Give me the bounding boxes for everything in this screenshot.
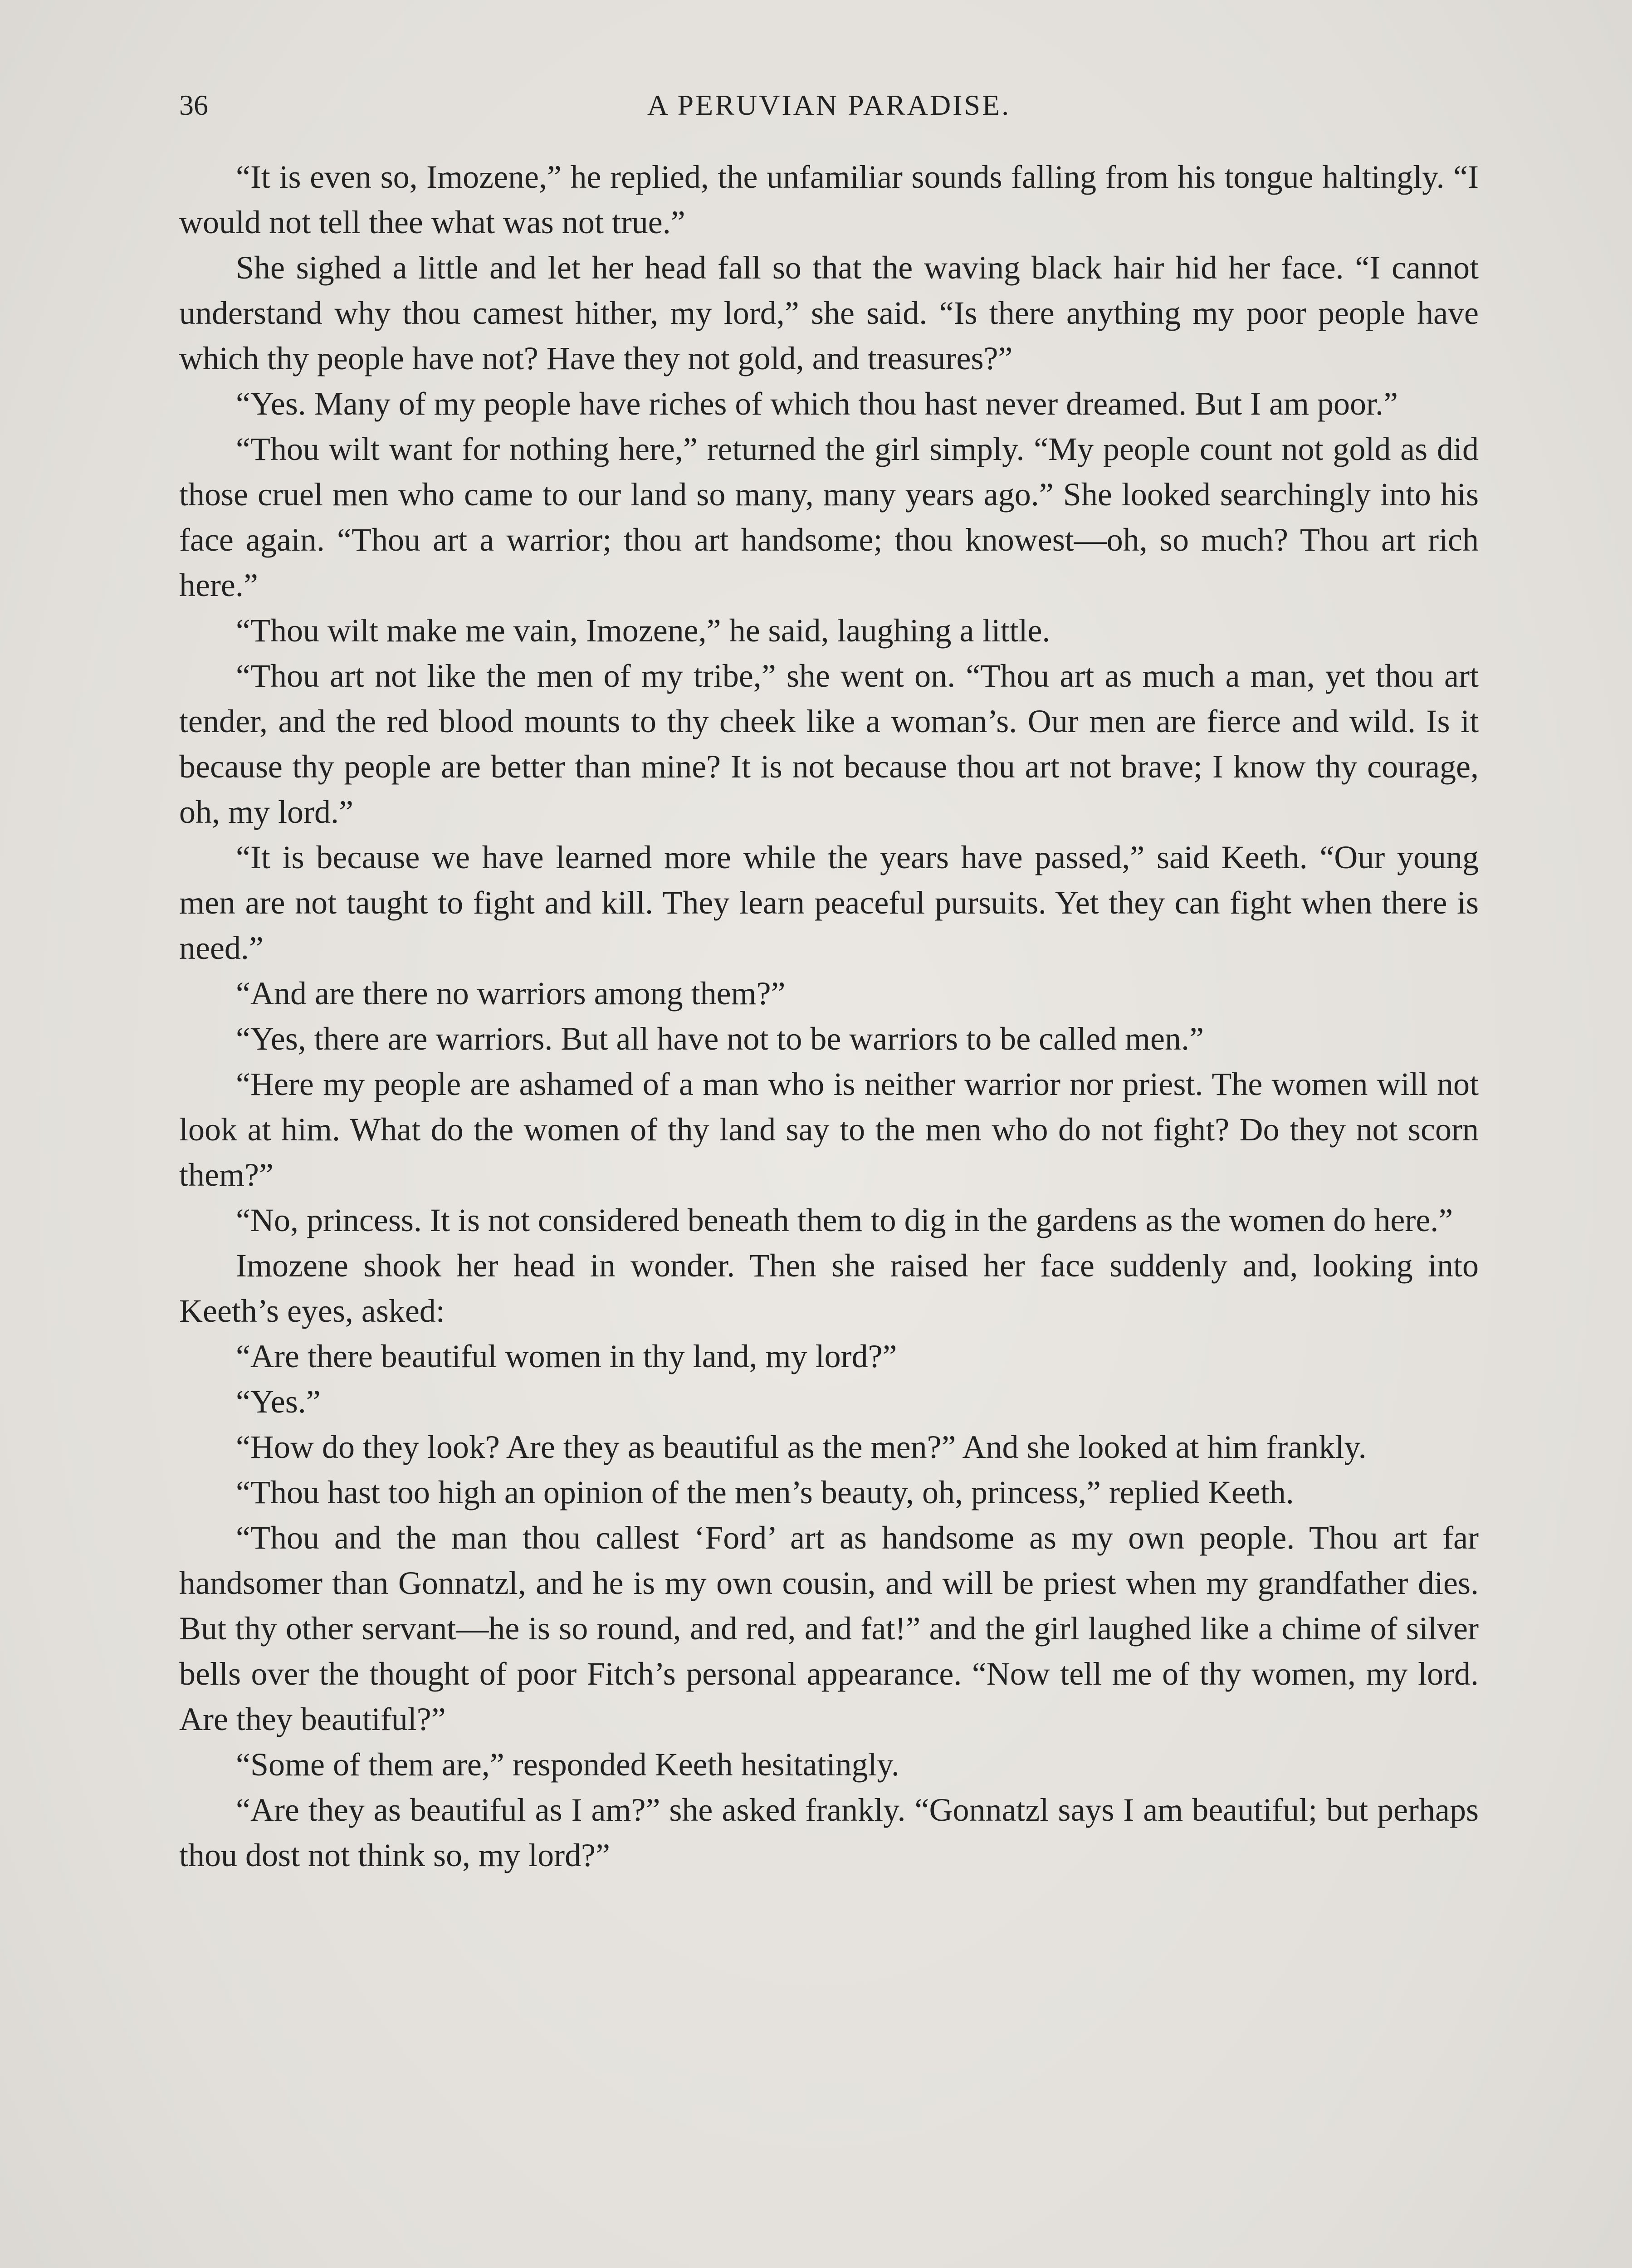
body-text: [179, 154, 1479, 1878]
paragraph: “How do they look? Are they as beautiful as the men?” And she looked at him frankly.: [236, 1429, 1367, 1465]
paragraph: “Thou wilt make me vain, Imozene,” he said, laughing a little.: [236, 612, 1051, 649]
running-title: A PERUVIAN PARADISE.: [647, 89, 1011, 121]
paragraph: “Here my people are ashamed of a man who is neither warrior nor priest. The women will not look at him. What do the women of thy land say to the men who do not fight? Do they not scorn them?”: [179, 1066, 1479, 1193]
paragraph: “Thou hast too high an opinion of the men’s beauty, oh, princess,” replied Keeth.: [236, 1474, 1294, 1510]
paragraph: “It is even so, Imozene,” he replied, the unfamiliar sounds falling from his tongue haltingly. “I would not tell thee what was not true.”: [179, 159, 1479, 240]
paragraph: “No, princess. It is not considered beneath them to dig in the gardens as the women do here.”: [236, 1202, 1453, 1238]
paragraph: “It is because we have learned more while the years have passed,” said Keeth. “Our young men are not taught to fight and kill. They learn peaceful pursuits. Yet they can fight when there is need.”: [179, 839, 1479, 966]
paragraph: “Thou and the man thou callest ‘Ford’ art as handsome as my own people. Thou art far handsomer than Gonnatzl, and he is my own cousin, and will be priest when my grandfather dies. But thy other servant—he is so round, and red, and fat!” and the girl laughed like a chime of silver bells over the thought of poor Fitch’s personal appearance. “Now tell me of thy women, my lord. Are they beautiful?”: [179, 1520, 1479, 1737]
paragraph: “Thou wilt want for nothing here,” returned the girl simply. “My people count not gold as did those cruel men who came to our land so many, many years ago.” She looked searchingly into his face again. “Thou art a warrior; thou art handsome; thou knowest—oh, so much? Thou art rich here.”: [179, 431, 1479, 603]
paragraph: Imozene shook her head in wonder. Then she raised her face suddenly and, looking into Keeth’s eyes, asked:: [179, 1247, 1479, 1329]
paragraph: “Are there beautiful women in thy land, my lord?”: [236, 1338, 897, 1374]
paragraph: “Some of them are,” responded Keeth hesitatingly.: [236, 1746, 899, 1783]
paragraph: She sighed a little and let her head fall so that the waving black hair hid her face. “I cannot understand why thou camest hither, my lord,” she said. “Is there anything my poor people have which thy people have not? Have they not gold, and treasures?”: [179, 249, 1479, 376]
paragraph: “Are they as beautiful as I am?” she asked frankly. “Gonnatzl says I am beautiful; but perhaps thou dost not think so, my lord?”: [179, 1792, 1479, 1873]
paragraph: “Yes.”: [236, 1383, 321, 1420]
page-header: [179, 84, 1479, 138]
paragraph: “Yes. Many of my people have riches of which thou hast never dreamed. But I am poor.”: [236, 386, 1398, 422]
page-number: 36: [179, 89, 208, 121]
paragraph: “Yes, there are warriors. But all have not to be warriors to be called men.”: [236, 1021, 1204, 1057]
paragraph: “Thou art not like the men of my tribe,” she went on. “Thou art as much a man, yet thou art tender, and the red blood mounts to thy cheek like a woman’s. Our men are fierce and wild. Is it because thy people are better than mine? It is not because thou art not brave; I know thy courage, oh, my lord.”: [179, 658, 1479, 830]
paragraph: “And are there no warriors among them?”: [236, 975, 786, 1012]
